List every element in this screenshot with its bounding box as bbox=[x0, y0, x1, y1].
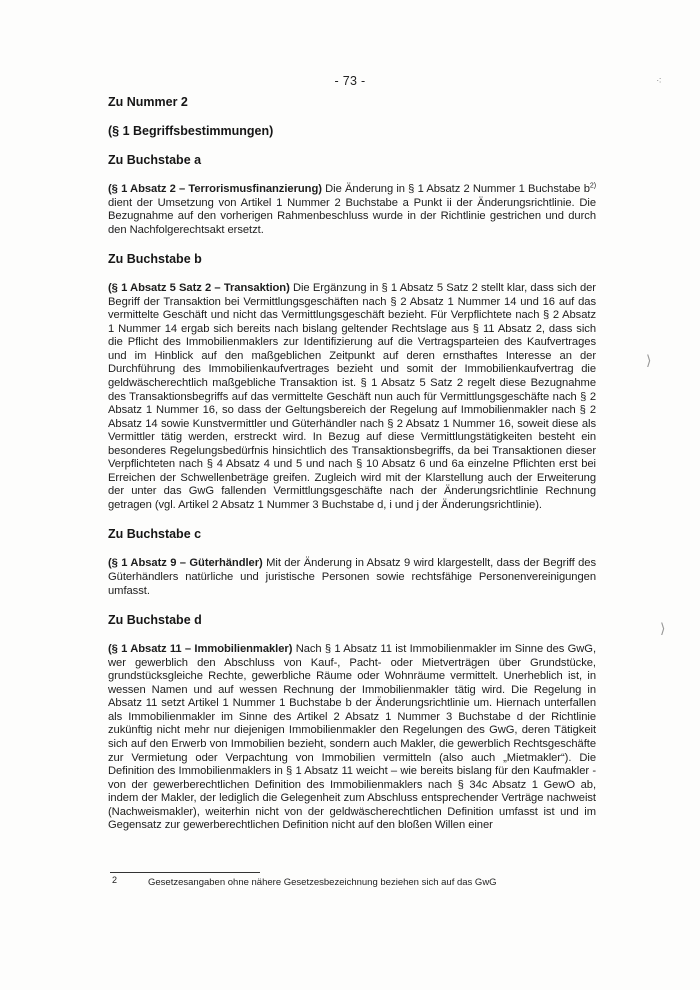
paragraph-lead: (§ 1 Absatz 5 Satz 2 – Transaktion) bbox=[108, 282, 290, 295]
heading-buchstabe-d: Zu Buchstabe d bbox=[108, 613, 202, 628]
scan-artifact-icon: ⁖ bbox=[656, 76, 662, 87]
paragraph-lead: (§ 1 Absatz 2 – Terrorismusfinanzierung) bbox=[108, 183, 322, 195]
heading-buchstabe-a: Zu Buchstabe a bbox=[108, 153, 202, 167]
heading-buchstabe-b: Zu Buchstabe b bbox=[108, 252, 202, 267]
heading-nummer: Zu Nummer 2 bbox=[108, 95, 188, 109]
paragraph-lead: (§ 1 Absatz 9 – Güterhändler) bbox=[108, 557, 263, 570]
paragraph-gueterhaendler bbox=[108, 557, 596, 598]
paragraph-text: Nach § 1 Absatz 11 ist Immobilienmakler im Sinne des GwG, wer gewerblich den Abschluss von Kauf-, Pacht- oder Mietverträgen über Grundstücke, grundstücksgleiche Rechte, gewerbliche Räume oder Wohnräume vermittelt. Unerheblich ist, in wessen Namen und auf wessen Rechnung der Immobilienmakler tätig wird. Die Regelung in Absatz 11 setzt Artikel 1 Nummer 1 Buchstabe b der Änderungsrichtlinie um. Hiernach unterfallen als Immobilienmakler im Sinne des Artikel 2 Absatz 1 Nummer 3 Buchstabe d der Richtlinie zukünftig nicht mehr nur diejenigen Immobilienmakler den Regelungen des GwG, deren Tätigkeit sich auf den Erwerb von Immobilien bezieht, sondern auch Makler, die gewerblich Rechtsgeschäfte zur Vermietung oder Verpachtung von Immobilien vermitteln (also auch „Mietmakler“). Die Definition des Immobilienmaklers in § 1 Absatz 11 weicht – wie bereits bislang für den Kaufmakler - von der gewerberechtlichen Definition des Immobilienmaklers nach § 34c Absatz 1 GewO ab, indem der Makler, der lediglich die Gelegenheit zum Abschluss entsprechender Verträge nachweist (Nachweismakler), weiterhin nicht von der geldwäscherechtlichen Definition umfasst ist und im Gegensatz zur gewerberechtlichen Definition nicht auf den bloßen Willen einer bbox=[108, 643, 596, 832]
paragraph-text: Die Ergänzung in § 1 Absatz 5 Satz 2 stellt klar, dass sich der Begriff der Transaktion bei Vermittlungsgeschäften nach § 2 Absatz 1 Nummer 14 und 16 auf das vermittelte Geschäft und nicht das Vermittlungsgeschäft bezieht. Für Verpflichtete nach § 2 Absatz 1 Nummer 14 ergab sich bereits nach bislang geltender Rechtslage aus § 11 Absatz 2, dass sich die Pflicht des Immobilienmaklers zur Identifizierung auf die Vertragsparteien des Kaufvertrages und im Hinblick auf den maßgeblichen Zeitpunkt auf deren ernsthaftes Interesse an der Durchführung des Immobilienkaufvertrages bezieht und somit der Immobilienkaufvertrag die geldwäscherechtlich maßgebliche Transaktion ist. § 1 Absatz 5 Satz 2 regelt diese Bezugnahme des Transaktionsbegriffs auf das vermittelte Geschäft nun auch für Vermittlungsgeschäfte nach § 2 Absatz 1 Nummer 16, so dass der Geltungsbereich der Regelung auf Immobilienmakler nach § 2 Absatz 14 sowie Kunstvermittler und Güterhändler nach § 2 Absatz 1 Nummer 16, soweit diese als Vermittler tätig werden, erstreckt wird. In Bezug auf diese Vermittlungstätigkeiten besteht ein besonderes Regelungsbedürfnis hinsichtlich des Transaktionsbegriffs, da bei Transaktionen dieser Verpflichteten nach § 4 Absatz 4 und 5 und nach § 10 Absatz 6 und 6a einzelne Pflichten erst bei Erreichen der Schwellenbeträge greifen. Zugleich wird mit der Klarstellung auch der Erweiterung der unter das GwG fallenden Vermittlungsgeschäfte nach der Änderungsrichtlinie Rechnung getragen (vgl. Artikel 2 Absatz 1 Nummer 3 Buchstabe d, i und j der Änderungsrichtlinie). bbox=[108, 282, 596, 511]
footnote-divider bbox=[110, 872, 260, 873]
paragraph-lead: (§ 1 Absatz 11 – Immobilienmakler) bbox=[108, 643, 293, 656]
paragraph-text: dient der Umsetzung von Artikel 1 Nummer 2 Buchstabe a Punkt ii der Änderungsrichtlinie. Die Bezugnahme auf den vorherigen Rahmenbeschluss wurde in der Richtlinie gestrichen und durch den Nachfolgerechtsakt ersetzt. bbox=[108, 196, 596, 236]
document-body bbox=[108, 94, 596, 833]
footnote-mark: 2 bbox=[112, 875, 118, 885]
heading-buchstabe-c: Zu Buchstabe c bbox=[108, 527, 202, 542]
paragraph-text: Mit der Änderung in Absatz 9 wird klargestellt, dass der Begriff des Güterhändlers natürliche und juristische Personen sowie rechtsfähige Personenvereinigungen umfasst. bbox=[108, 557, 597, 597]
paragraph-text: Die Änderung in § 1 Absatz 2 Nummer 1 Buchstabe b bbox=[321, 183, 590, 195]
scan-artifact-icon: ⟩ bbox=[646, 352, 652, 368]
paragraph-terrorismusfinanzierung bbox=[108, 183, 596, 237]
heading-section: (§ 1 Begriffsbestimmungen) bbox=[108, 124, 274, 138]
page-number: - 73 - bbox=[334, 74, 366, 88]
paragraph-transaktion bbox=[108, 282, 596, 512]
footnote bbox=[112, 877, 592, 889]
footnote-reference: 2) bbox=[589, 182, 596, 190]
paragraph-immobilienmakler bbox=[108, 643, 596, 833]
footnote-text: Gesetzesangaben ohne nähere Gesetzesbezeichnung beziehen sich auf das GwG bbox=[148, 877, 497, 888]
scan-artifact-icon: ⟩ bbox=[660, 620, 666, 636]
